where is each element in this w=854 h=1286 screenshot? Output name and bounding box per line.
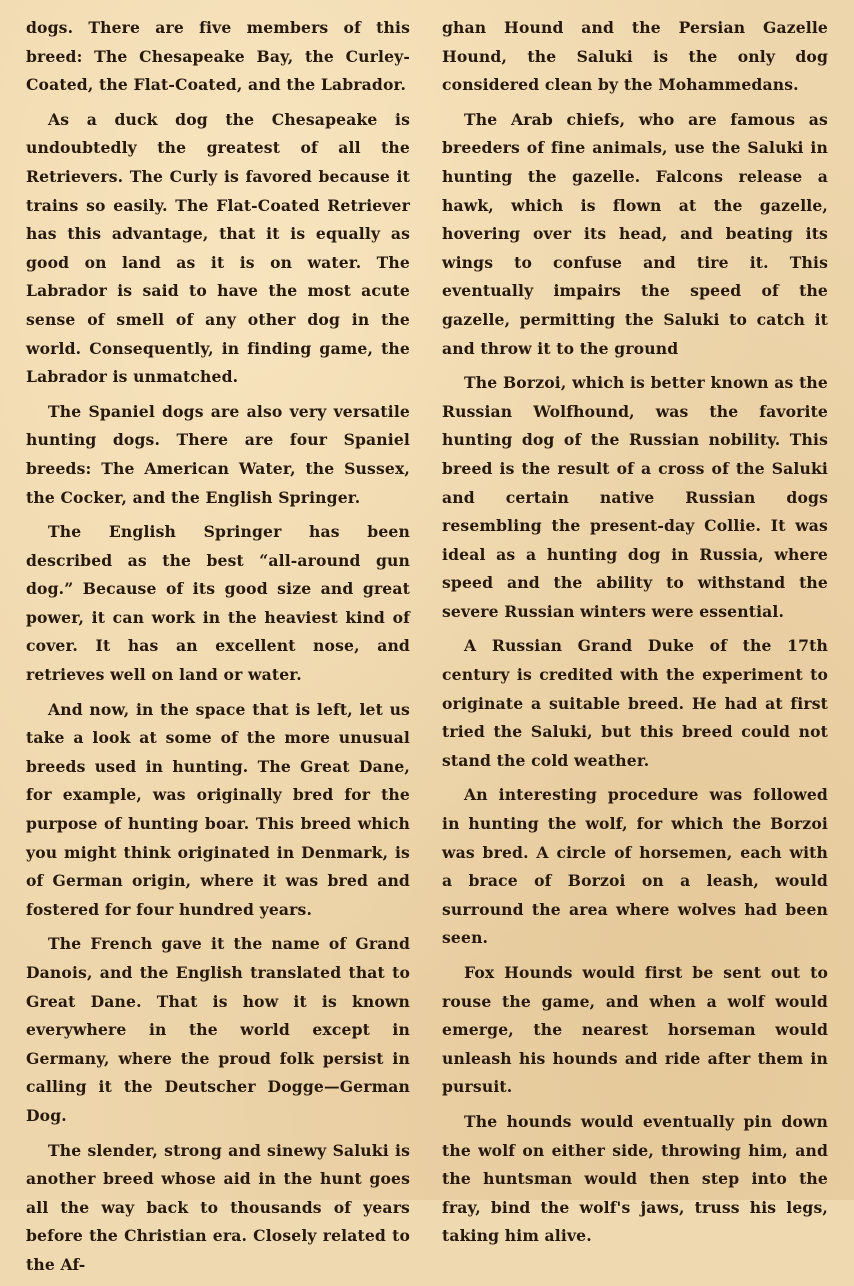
left-column — [26, 14, 410, 1286]
paragraph-english-springer: The English Springer has been described as the best “all-around gun dog.” Because of its good size and great power, it can work in the heaviest kind of cover. It has an excellent nose, and retrieves well on land or water. — [26, 522, 410, 685]
paragraph-grand-duke: A Russian Grand Duke of the 17th century is credited with the experiment to originate a suitable breed. He had at first tried the Saluki, but this breed could not stand the cold weather. — [442, 636, 828, 770]
paragraph-retriever-members: dogs. There are five members of this breed: The Chesapeake Bay, the Curley-Coated, the Flat-Coated, and the Labrador. — [26, 18, 410, 95]
paragraph-saluki-intro: The slender, strong and sinewy Saluki is another breed whose aid in the hunt goes all the way back to thousands of years before the Christian era. Closely related to the Af- — [26, 1140, 410, 1274]
paragraph-borzoi: The Borzoi, which is better known as the Russian Wolfhound, was the favorite hunting dog of the Russian nobility. This breed is the result of a cross of the Saluki and certain native Russian dogs resembling the present-day Collie. It was ideal as a hunting dog in Russia, where speed and the ability to withstand the severe Russian winters were essential. — [442, 373, 828, 621]
paragraph-wolf-hunting: An interesting procedure was followed in hunting the wolf, for which the Borzoi was bred. A circle of horsemen, each with a brace of Borzoi on a leash, would surround the area where wolves had been seen. — [442, 785, 828, 948]
paragraph-fox-hounds: Fox Hounds would first be sent out to rouse the game, and when a wolf would emerge, the nearest horseman would unleash his hounds and ride after them in pursuit. — [442, 963, 828, 1097]
paragraph-spaniel-dogs: The Spaniel dogs are also very versatile hunting dogs. There are four Spaniel breeds: The American Water, the Sussex, the Cocker, and the English Springer. — [26, 401, 410, 507]
paragraph-saluki-continued: ghan Hound and the Persian Gazelle Hound, the Saluki is the only dog considered clean by the Mohammedans. — [442, 18, 828, 95]
paragraph-arab-chiefs: The Arab chiefs, who are famous as breeders of fine animals, use the Saluki in hunting the gazelle. Falcons release a hawk, which is flown at the gazelle, hovering over its head, and beating its wings to confuse and tire it. This eventually impairs the speed of the gazelle, permitting the Saluki to catch it and throw it to the ground — [442, 109, 828, 358]
paragraph-hounds-pin-down: The hounds would eventually pin down the wolf on either side, throwing him, and the huntsman would then step into the fray, bind the wolf's jaws, truss his legs, taking him alive. — [442, 1111, 828, 1246]
paragraph-grand-danois: The French gave it the name of Grand Danois, and the English translated that to Great Dane. That is how it is known everywhere in the world except in Germany, where the proud folk persist in calling it the Deutscher Dogge—German Dog. — [26, 934, 410, 1125]
paragraph-unusual-breeds: And now, in the space that is left, let us take a look at some of the more unusual breeds used in hunting. The Great Dane, for example, was originally bred for the purpose of hunting boar. This breed which you might think originated in Denmark, is of German origin, where it was bred and fostered for four hundred years. — [26, 699, 410, 919]
right-column — [442, 14, 828, 1257]
paragraph-duck-dog: As a duck dog the Chesapeake is undoubtedly the greatest of all the Retrievers. The Curly is favored because it trains so easily. The Flat-Coated Retriever has this advantage, that it is equally as good on land as it is on water. The Labrador is said to have the most acute sense of smell of any other dog in the world. Consequently, in finding game, the Labrador is unmatched. — [26, 109, 410, 387]
